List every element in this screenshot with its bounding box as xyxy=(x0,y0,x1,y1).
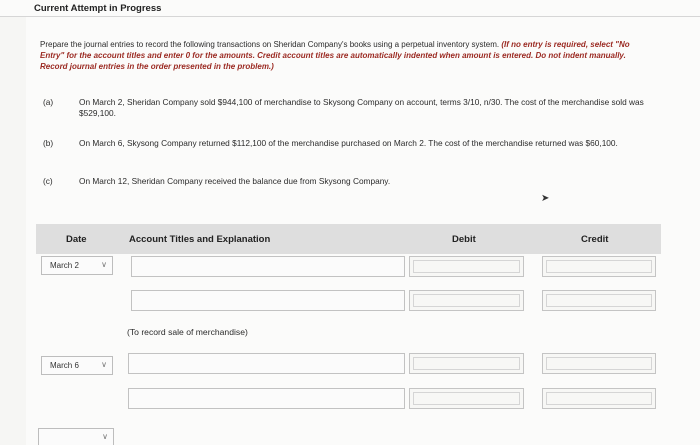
transaction-label: (c) xyxy=(43,176,53,186)
instructions-emphasis: (If no entry is required, select "No Entry" for the account titles and enter 0 for the amounts. Credit account titles are automatically indented when amount is entered. Do not indent manually. Record journal entries in the order presented in the problem.) xyxy=(40,40,630,71)
debit-input[interactable] xyxy=(409,256,524,277)
journal-table-header xyxy=(36,224,661,254)
page-title: Current Attempt in Progress xyxy=(34,3,162,14)
date-select-march-6[interactable] xyxy=(41,356,113,375)
transaction-text: On March 2, Sheridan Company sold $944,100 of merchandise to Skysong Company on account, terms 3/10, n/30. The cost of the merchandise sold was $529,100. xyxy=(79,97,644,118)
transaction-label: (a) xyxy=(43,97,54,107)
date-select-march-2[interactable] xyxy=(41,256,113,275)
question-card xyxy=(26,17,700,445)
transaction-text: On March 6, Skysong Company returned $112,100 of the merchandise purchased on March 2. The cost of the merchandise returned was $60,100. xyxy=(79,138,618,148)
date-select-value: March 2 xyxy=(50,261,79,270)
account-title-input[interactable] xyxy=(131,290,405,311)
credit-input[interactable] xyxy=(542,256,656,277)
debit-input[interactable] xyxy=(409,353,524,374)
transaction-text: On March 12, Sheridan Company received the balance due from Skysong Company. xyxy=(79,176,391,186)
credit-input[interactable] xyxy=(542,388,656,409)
account-title-input[interactable] xyxy=(131,256,405,277)
account-title-input[interactable] xyxy=(128,388,405,409)
chevron-down-icon: ∨ xyxy=(101,260,107,269)
page-header xyxy=(0,0,700,17)
credit-input[interactable] xyxy=(542,353,656,374)
date-select-next[interactable] xyxy=(38,428,114,445)
chevron-down-icon: ∨ xyxy=(101,360,107,369)
account-header: Account Titles and Explanation xyxy=(129,234,271,245)
instructions xyxy=(40,39,650,72)
credit-input[interactable] xyxy=(542,290,656,311)
date-select-value: March 6 xyxy=(50,361,79,370)
debit-input[interactable] xyxy=(409,290,524,311)
debit-input[interactable] xyxy=(409,388,524,409)
transaction-label: (b) xyxy=(43,138,54,148)
debit-header: Debit xyxy=(452,234,476,245)
chevron-down-icon: ∨ xyxy=(102,432,108,441)
account-title-input[interactable] xyxy=(128,353,405,374)
entry-explanation: (To record sale of merchandise) xyxy=(127,327,248,337)
instructions-text: Prepare the journal entries to record the following transactions on Sheridan Company's books using a perpetual inventory system. xyxy=(40,40,500,49)
credit-header: Credit xyxy=(581,234,609,245)
date-header: Date xyxy=(66,234,87,245)
mouse-pointer-icon: ➤ xyxy=(541,193,550,204)
